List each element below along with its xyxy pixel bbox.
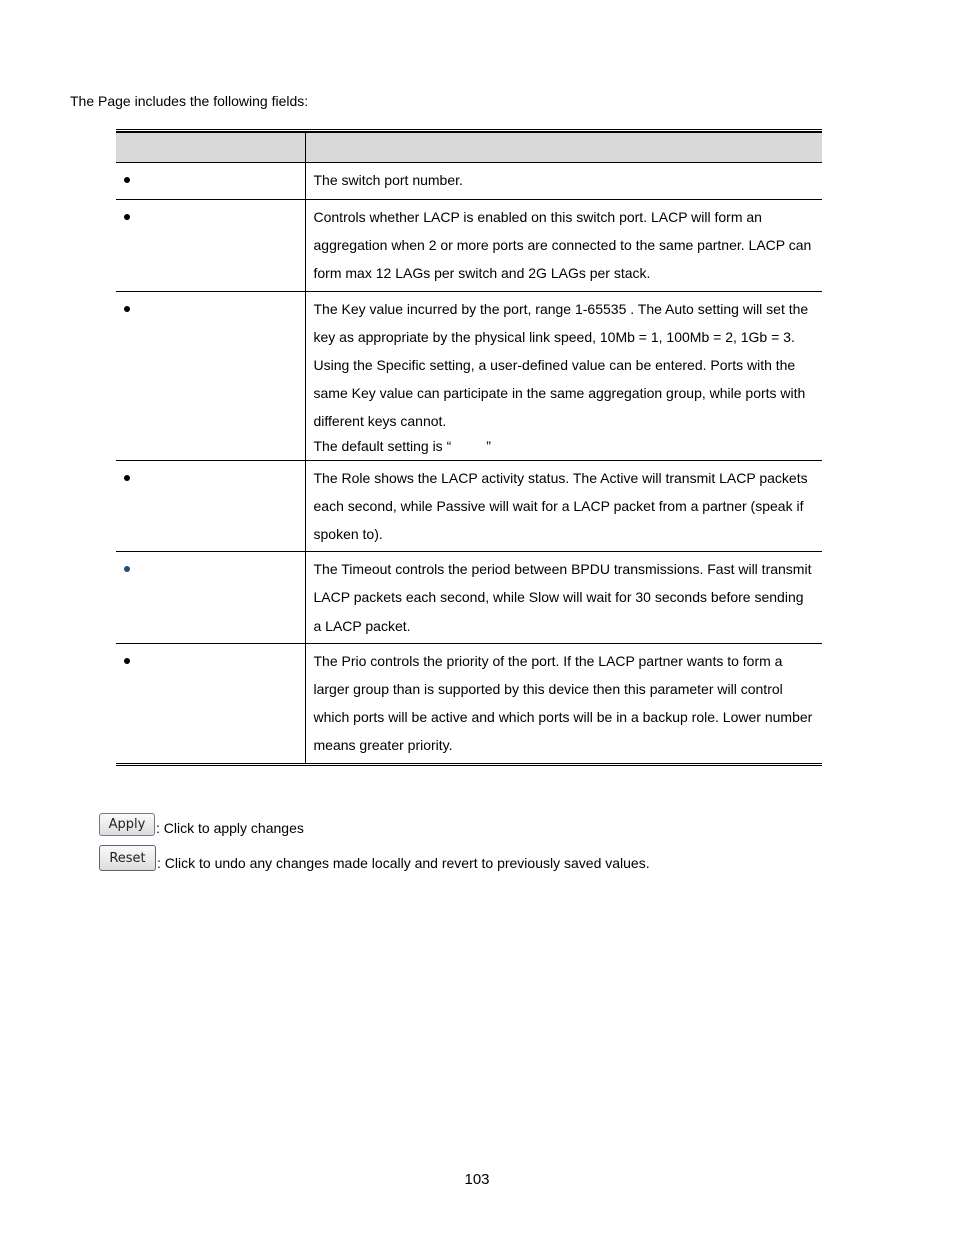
- bullet-icon: [124, 214, 130, 220]
- apply-row: [99, 813, 304, 836]
- header-object: [116, 133, 305, 163]
- field-description: The switch port number.: [305, 163, 822, 200]
- intro-text: The Page includes the following fields:: [70, 93, 309, 109]
- header-description: [305, 133, 822, 163]
- reset-description: : Click to undo any changes made locally and revert to previously saved values.: [157, 855, 650, 871]
- reset-row: [99, 845, 650, 871]
- apply-description: : Click to apply changes: [156, 820, 304, 836]
- field-description: The Key value incurred by the port, range 1-65535 . The Auto setting will set the key as appropriate by the physical link speed, 10Mb = 1, 100Mb = 2, 1Gb = 3. Using the Specific setting, a user-defined value can be entered. Ports with the same Key value can participate in the same aggregation group, while ports with different keys cannot. The default setting is “ ”: [305, 291, 822, 460]
- table-row: [116, 460, 822, 552]
- field-description: Controls whether LACP is enabled on this switch port. LACP will form an aggregation when 2 or more ports are connected to the same partner. LACP can form max 12 LAGs per switch and 2G LAGs per stack.: [305, 200, 822, 292]
- field-description: The Prio controls the priority of the port. If the LACP partner wants to form a larger group than is supported by this device then this parameter will control which ports will be active and which ports will be in a backup role. Lower number means greater priority.: [305, 643, 822, 762]
- table-row: [116, 163, 822, 200]
- table-row: [116, 643, 822, 762]
- bullet-icon: [124, 566, 130, 572]
- field-description: The Role shows the LACP activity status. The Active will transmit LACP packets each second, while Passive will wait for a LACP packet from a partner (speak if spoken to).: [305, 460, 822, 552]
- fields-table: [116, 129, 822, 766]
- apply-button[interactable]: Apply: [99, 813, 155, 836]
- table-row: [116, 200, 822, 292]
- bullet-icon: [124, 475, 130, 481]
- bullet-icon: [124, 658, 130, 664]
- bullet-icon: [124, 306, 130, 312]
- table-header-row: [116, 133, 822, 163]
- field-description: The Timeout controls the period between BPDU transmissions. Fast will transmit LACP packets each second, while Slow will wait for 30 seconds before sending a LACP packet.: [305, 552, 822, 644]
- bullet-icon: [124, 177, 130, 183]
- table-row: [116, 552, 822, 644]
- reset-button[interactable]: Reset: [99, 845, 156, 871]
- page-number: 103: [464, 1171, 490, 1188]
- table-row: [116, 291, 822, 460]
